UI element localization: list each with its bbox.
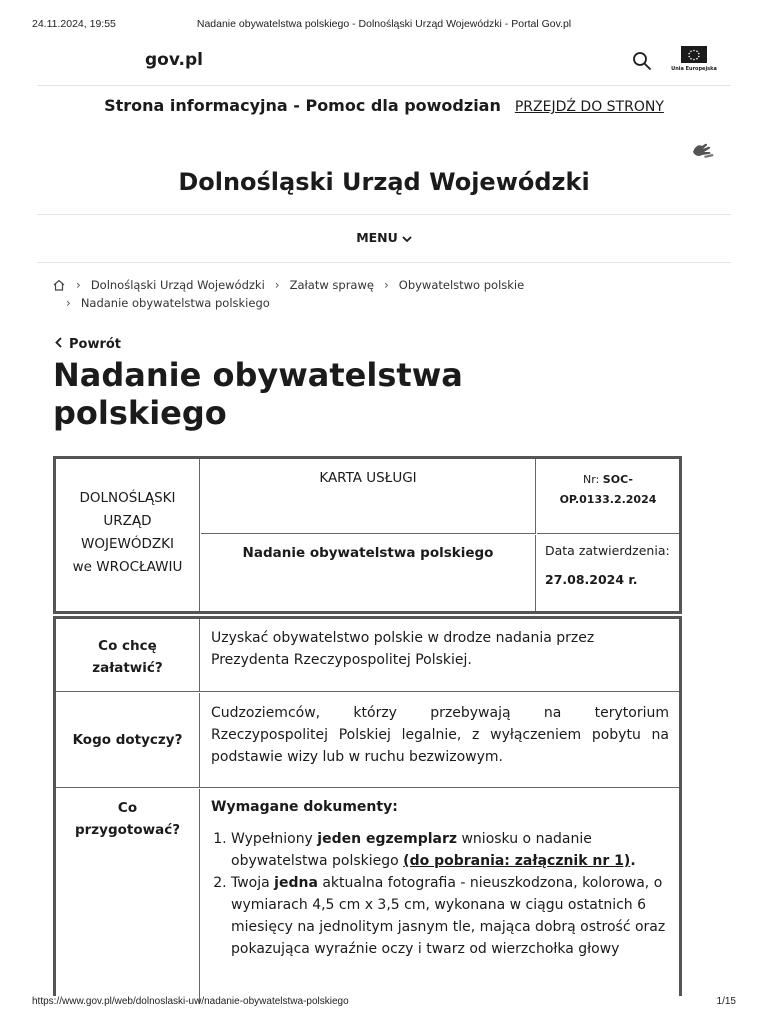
breadcrumb [52,276,728,312]
search-icon[interactable] [631,50,653,72]
row-value: Cudzoziemców, którzy przebywają na terytorium Rzeczypospolitej Polskiej legalnie, z wyłączeniem pobytu na podstawie wizy lub w ruchu bezwizowym. [211,705,669,765]
chevron-down-icon [402,231,412,246]
eu-stars-icon [681,46,707,63]
eu-label: Unia Europejska [671,66,717,72]
row-value: Uzyskać obywatelstwo polskie w drodze nadania przez Prezydenta Rzeczypospolitej Polskiej. [211,630,595,668]
required-docs-list [211,828,669,960]
card-heading: KARTA USŁUGI [201,459,536,534]
card-number-cell [537,459,679,534]
row-label-line: Co chcę [98,638,157,654]
office-title: Dolnośląski Urząd Wojewódzki [37,168,731,215]
card-date-value: 27.08.2024 r. [545,572,638,587]
row-value [201,789,679,960]
card-office-line: WOJEWÓDZKI [81,536,174,552]
card-nr-label: Nr: [583,473,600,486]
row-label-line: Co [117,800,138,816]
print-page-title: Nadanie obywatelstwa polskiego - Dolnośląski Urząd Wojewódzki - Portal Gov.pl [196,18,572,30]
breadcrumb-item-current: Nadanie obywatelstwa polskiego [80,296,270,310]
page-title-line2: polskiego [53,394,227,432]
card-date-label: Data zatwierdzenia: [545,543,670,558]
card-nr-value-l2: OP.0133.2.2024 [559,493,657,506]
breadcrumb-item-office[interactable]: Dolnośląski Urząd Wojewódzki [90,278,265,292]
breadcrumb-chevron-icon: › [383,278,389,292]
breadcrumb-chevron-icon: › [76,278,81,292]
card-office-line: URZĄD [103,513,152,529]
menu-button[interactable] [37,230,731,263]
card-office-line: we WROCŁAWIU [72,559,183,575]
table-row [56,789,679,1003]
chevron-left-icon [55,337,62,352]
home-icon[interactable] [52,278,66,292]
breadcrumb-item-załatw-sprawę[interactable]: Załatw sprawę [289,278,374,292]
card-office-line: DOLNOŚLĄSKI [79,490,176,506]
banner-link[interactable]: PRZEJDŹ DO STRONY [514,99,664,115]
card-service-name: Nadanie obywatelstwa polskiego [201,535,536,611]
back-link[interactable] [55,337,121,352]
gov-pl-logo[interactable]: gov.pl [145,50,203,70]
list-item: 2. Twoja jedna aktualna fotografia - nieuszkodzona, kolorowa, o wymiarach 4,5 cm x 3,5 cm, wykonana w ciągu ostatnich 6 miesięcy na jednolitym jasnym tle, mająca dobrą ostrość oraz pokazująca wyraźnie oczy i twarz od wierzchołka głowy [231,872,669,960]
table-row [56,619,679,692]
row-label [56,789,200,1003]
back-label: Powrót [69,337,122,352]
table-row [56,693,679,788]
row-label: Kogo dotyczy? [56,693,200,787]
sign-language-icon[interactable] [690,140,716,162]
page-title [53,356,533,432]
attachment-1-link[interactable]: (do pobrania: załącznik nr 1) [403,853,631,869]
row-label [56,619,200,691]
flood-help-banner [37,96,731,118]
page-title-line1: Nadanie obywatelstwa [53,356,463,394]
card-nr-value-l1: SOC- [602,473,633,486]
top-bar [37,44,731,86]
list-item: 1. Wypełniony jeden egzemplarz wniosku o nadanie obywatelstwa polskiego (do pobrania: załącznik nr 1). [231,828,669,872]
card-date-cell [537,535,679,611]
breadcrumb-item-obywatelstwo[interactable]: Obywatelstwo polskie [398,278,525,292]
service-info-table [53,616,682,996]
banner-text: Strona informacyjna - Pomoc dla powodzian [104,96,501,115]
service-card-table [53,456,682,614]
menu-label: MENU [356,230,398,245]
print-page-number: 1/15 [716,996,736,1007]
eu-flag-logo[interactable] [671,46,717,72]
print-datetime: 24.11.2024, 19:55 [32,18,116,30]
row-label-line: przygotować? [74,822,181,838]
breadcrumb-chevron-icon: › [274,278,280,292]
row-label-line: załatwić? [92,660,163,676]
required-docs-heading: Wymagane dokumenty: [211,799,398,815]
print-url: https://www.gov.pl/web/dolnoslaski-uw/nadanie-obywatelstwa-polskiego [32,996,349,1007]
card-office-cell [56,459,200,611]
breadcrumb-chevron-icon: › [66,296,71,310]
